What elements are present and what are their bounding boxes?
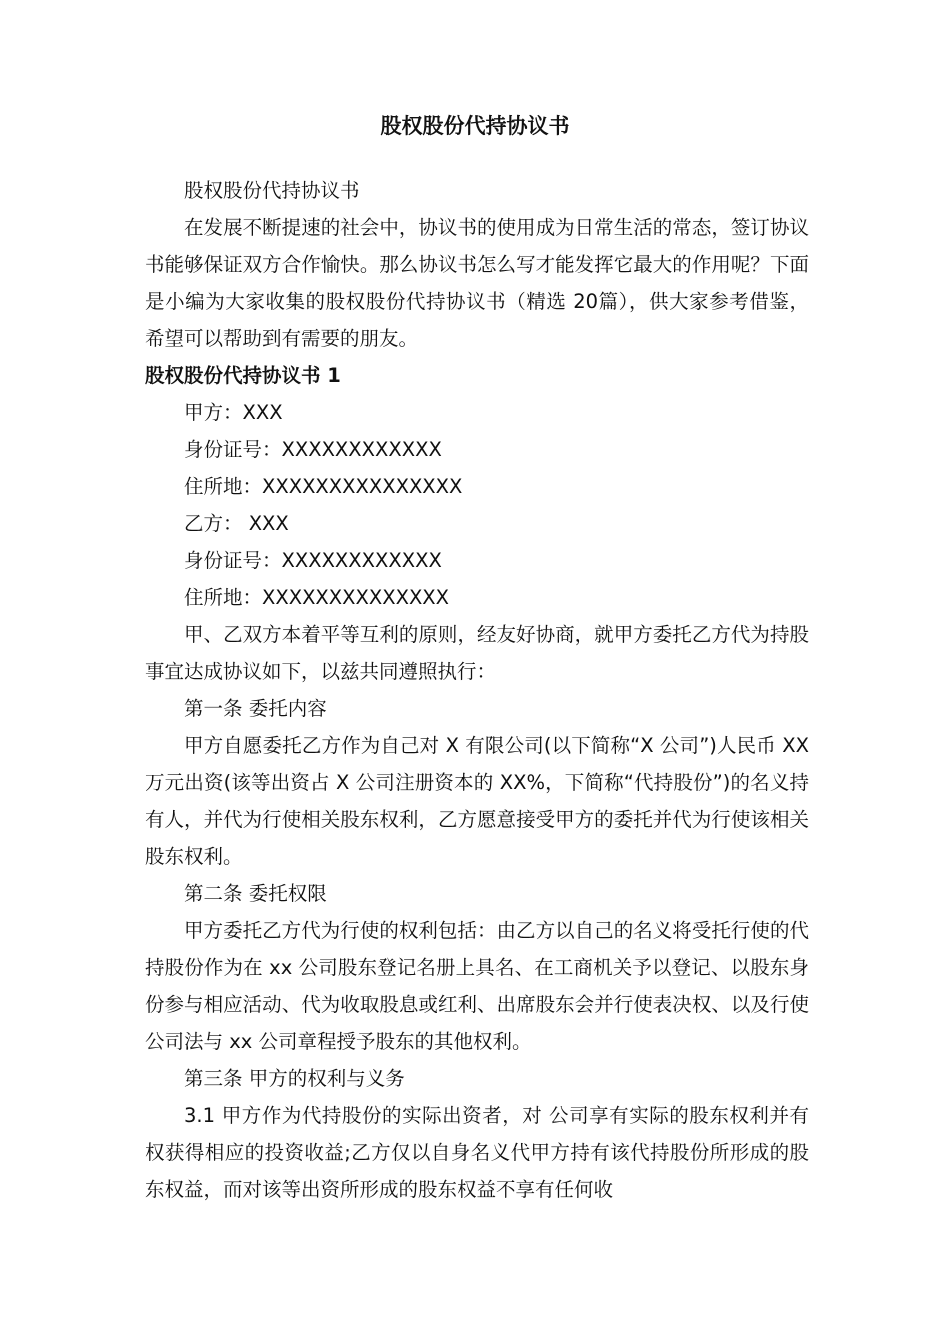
paragraph: 在发展不断提速的社会中，协议书的使用成为日常生活的常态，签订协议书能够保证双方合作愉快。那么协议书怎么写才能发挥它最大的作用呢？下面是小编为大家收集的股权股份代持协议书（精选 20篇），供大家参考借鉴，希望可以帮助到有需要的朋友。: [145, 216, 809, 350]
paragraph: 甲、乙双方本着平等互利的原则，经友好协商，就甲方委托乙方代为持股事宜达成协议如下，以兹共同遵照执行：: [145, 623, 809, 683]
paragraph: 住所地：XXXXXXXXXXXXXXX: [184, 475, 463, 498]
paragraph: 甲方：XXX: [184, 401, 283, 424]
paragraph: 住所地：XXXXXXXXXXXXXX: [184, 586, 450, 609]
paragraph: 身份证号：XXXXXXXXXXXX: [184, 549, 442, 572]
document-body: [145, 172, 809, 1208]
paragraph: 甲方委托乙方代为行使的权利包括：由乙方以自己的名义将受托行使的代持股份作为在 xx 公司股东登记名册上具名、在工商机关予以登记、以股东身份参与相应活动、代为收取股息或红利、出席股东会并行使表决权、以及行使公司法与 xx 公司章程授予股东的其他权利。: [145, 919, 809, 1053]
article-heading: 第一条 委托内容: [184, 697, 327, 720]
paragraph: 股权股份代持协议书: [184, 179, 360, 202]
paragraph: 身份证号：XXXXXXXXXXXX: [184, 438, 442, 461]
paragraph: 3.1 甲方作为代持股份的实际出资者，对 公司享有实际的股东权利并有权获得相应的投资收益;乙方仅以自身名义代甲方持有该代持股份所形成的股东权益，而对该等出资所形成的股东权益不享有任何收: [145, 1104, 809, 1201]
article-heading: 第三条 甲方的权利与义务: [184, 1067, 405, 1090]
article-heading: 第二条 委托权限: [184, 882, 327, 905]
paragraph: 甲方自愿委托乙方作为自己对 X 有限公司(以下简称“X 公司”)人民币 XX 万元出资(该等出资占 X 公司注册资本的 XX%，下简称“代持股份”)的名义持有人，并代为行使相关股东权利，乙方愿意接受甲方的委托并代为行使该相关股东权利。: [145, 734, 809, 868]
section-heading: 股权股份代持协议书 1: [145, 364, 341, 387]
document-title: 股权股份代持协议书: [380, 114, 570, 138]
paragraph: 乙方： XXX: [184, 512, 289, 535]
